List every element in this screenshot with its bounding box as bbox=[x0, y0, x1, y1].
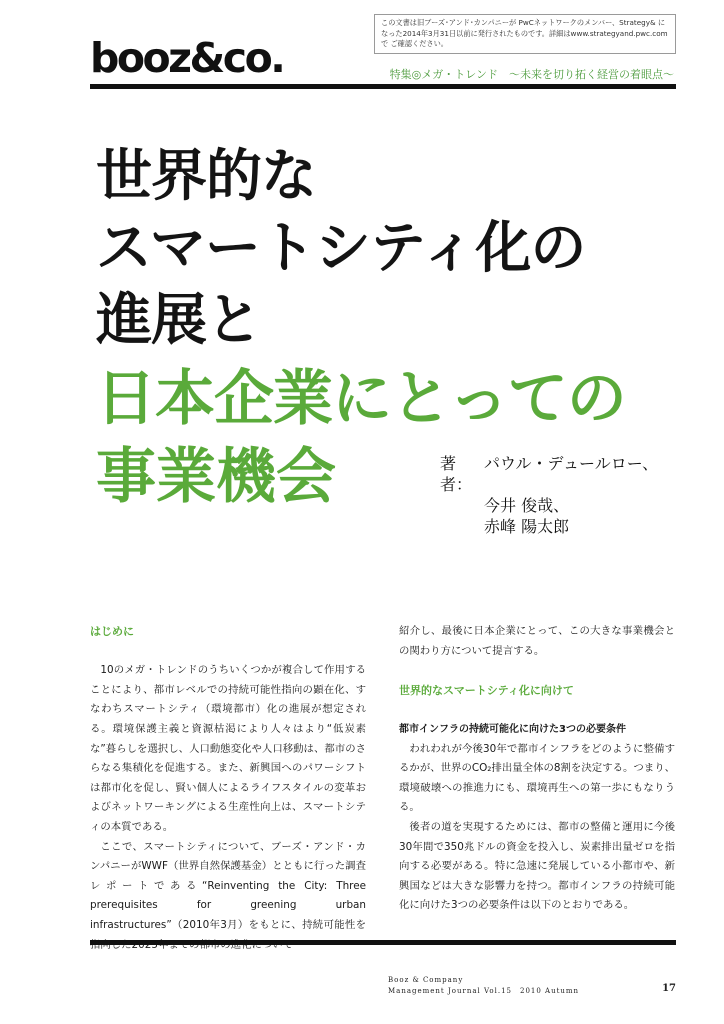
copyright-notice-box bbox=[374, 14, 676, 54]
left-paragraph-1: 10のメガ・トレンドのうちいくつかが複合して作用することにより、都市レベルでの持続可能性指向の顕在化、すなわちスマートシティ（環境都市）化の進展が想定される。環境保護主義と資源枯渇により人々はより“低炭素な”暮らしを選択し、人口動態変化や人口移動は、都市のさらなる集積化を促進する。また、新興国へのパワーシフトは都市化を促し、賢い個人によるライフスタイルの変革およびネットワーキングによる生産性向上は、スマートシティの本質である。 bbox=[90, 664, 366, 833]
intro-heading: はじめに bbox=[90, 625, 134, 638]
top-rule bbox=[90, 84, 676, 89]
title-line-5: 事業機会 bbox=[96, 442, 336, 512]
title-line-2: スマートシティ化の bbox=[96, 215, 586, 281]
footer-journal: Management Journal Vol.15 2010 Autumn bbox=[388, 987, 580, 995]
special-feature-label: 特集◎メガ・トレンド ～未来を切り拓く経営の着眼点～ bbox=[389, 68, 674, 81]
title-line-3: 進展と bbox=[96, 287, 261, 353]
authors-label: 著者： bbox=[440, 454, 473, 494]
left-paragraph-2: ここで、スマートシティについて、ブーズ・アンド・カンパニーがWWF（世界自然保護基金）とともに行った調査レポートである“Reinventing the City: Three prerequisites for greening urban infrastructures”（2010年3月）をもとに、持続可能性を bbox=[90, 840, 366, 931]
journal-footer bbox=[388, 975, 579, 997]
bottom-rule bbox=[90, 940, 676, 945]
author-name-1: パウル・デュールロー、 bbox=[484, 454, 659, 473]
left-column bbox=[90, 622, 366, 955]
footer-publisher: Booz & Company bbox=[388, 976, 464, 984]
author-name-3: 赤峰 陽太郎 bbox=[484, 517, 570, 536]
title-line-4: 日本企業にとっての bbox=[96, 364, 626, 434]
right-paragraph-2: 後者の道を実現するためには、都市の整備と運用に今後30年間で350兆ドルの資金を投入し、炭素排出量ゼロを指向する必要がある。特に急速に発展している小都市や、新興国などは大きな影響力を持つ。都市インフラの持続可能化に向けた3つの必要条件は以下のとおりである。 bbox=[399, 820, 675, 912]
page-number: 17 bbox=[662, 983, 676, 994]
title-line-1: 世界的な bbox=[96, 143, 316, 209]
author-name-2: 今井 俊哉、 bbox=[484, 496, 570, 515]
article-title-black bbox=[96, 140, 585, 356]
right-paragraph-1: われわれが今後30年で都市インフラをどのように整備するかが、世界のCO₂排出量全体の8割を決定する。つまり、環境破壊への推進力にも、環境再生への第一歩にもなりうる。 bbox=[399, 742, 675, 814]
right-intro-paragraph: 紹介し、最後に日本企業にとって、この大きな事業機会との関わり方について提言する。 bbox=[399, 625, 675, 657]
section-heading: 世界的なスマートシティ化に向けて bbox=[399, 683, 574, 697]
section-subheading: 都市インフラの持続可能化に向けた3つの必要条件 bbox=[399, 723, 626, 735]
right-column bbox=[399, 622, 675, 916]
authors-block bbox=[440, 453, 658, 537]
booz-co-logo: booz&co. bbox=[90, 34, 284, 82]
copyright-notice-text: この文書は旧ブーズ･アンド･カンパニーが PwCネットワークのメンバー、Strategy& になった2014年3月31日以前に発行されたものです。詳細はwww.strategyand.pwc.comで ご確認ください。 bbox=[381, 18, 668, 48]
